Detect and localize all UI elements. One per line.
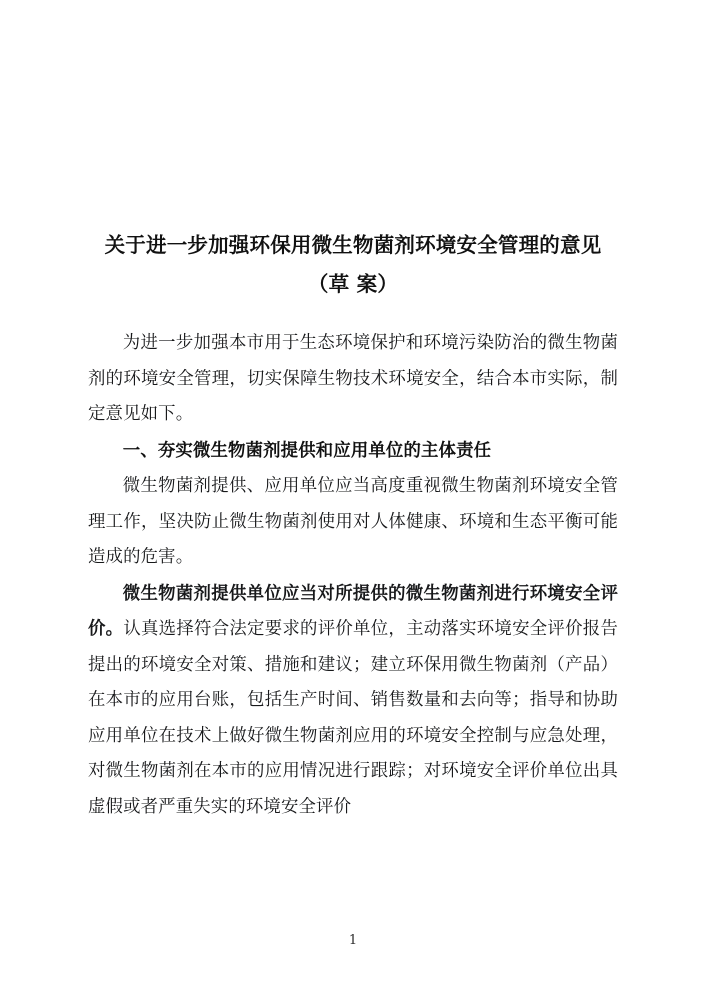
paragraph-safety-evaluation bbox=[88, 577, 618, 826]
paragraph-lead-rest: 认真选择符合法定要求的评价单位，主动落实环境安全评价报告提出的环境安全对策、措施和建议；建立环保用微生物菌剂（产品）在本市的应用台账，包括生产时间、销售数量和去向等；指导和协助应用单位在技术上做好微生物菌剂应用的环境安全控制与应急处理，对微生物菌剂在本市的应用情况进行跟踪；对环境安全评价单位出具虚假或者严重失实的环境安全评价 bbox=[88, 619, 618, 817]
page-number: 1 bbox=[348, 933, 358, 948]
paragraph-responsibility: 微生物菌剂提供、应用单位应当高度重视微生物菌剂环境安全管理工作，坚决防止微生物菌剂使用对人体健康、环境和生态平衡可能造成的危害。 bbox=[88, 476, 618, 568]
page-subtitle: （草 案） bbox=[307, 271, 399, 296]
paragraph-lead-bold: 微生物菌剂提供单位应当对所提供的微生物菌剂进行环境安全评价。 bbox=[88, 583, 618, 640]
document-body bbox=[88, 298, 618, 825]
section-heading-1: 一、夯实微生物菌剂提供和应用单位的主体责任 bbox=[122, 440, 492, 461]
paragraph-intro: 为进一步加强本市用于生态环境保护和环境污染防治的微生物菌剂的环境安全管理，切实保障生物技术环境安全，结合本市实际，制定意见如下。 bbox=[88, 333, 618, 425]
page-title: 关于进一步加强环保用微生物菌剂环境安全管理的意见 bbox=[104, 233, 602, 257]
